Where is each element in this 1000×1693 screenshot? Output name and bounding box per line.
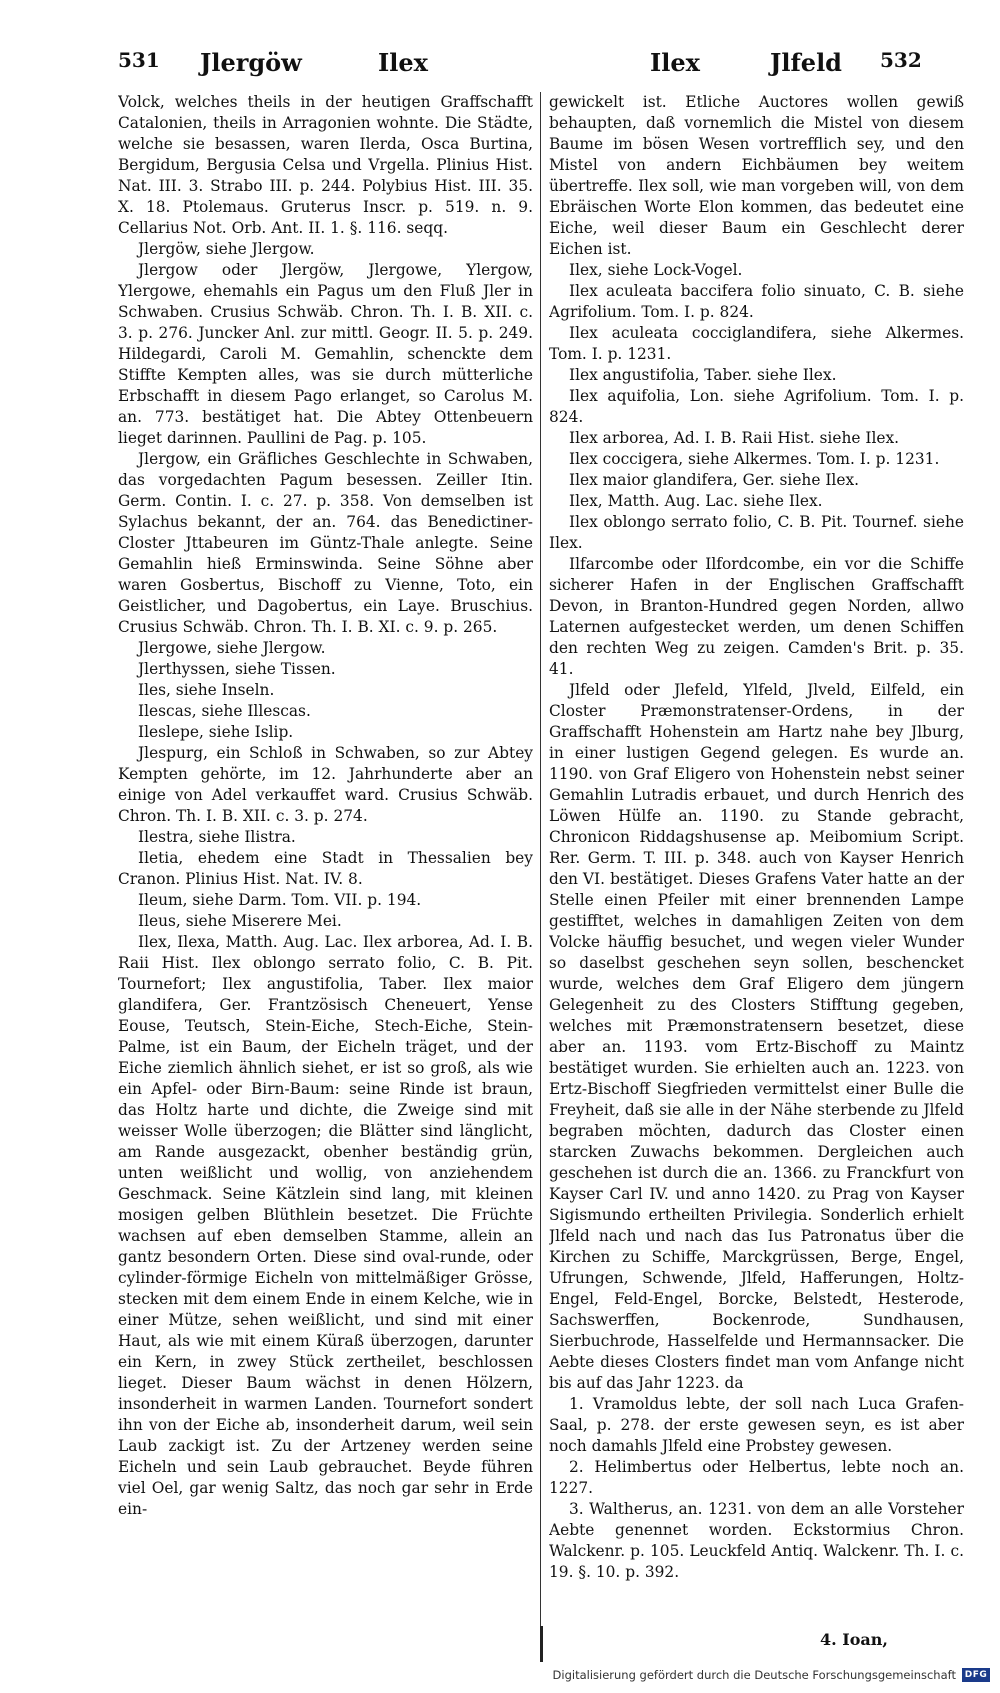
abbot-list-item: 2. Helimbertus oder Helbertus, lebte noch an. 1227.: [549, 1458, 964, 1497]
entry-paragraph: Iletia, ehedem eine Stadt in Thessalien bey Cranon. Plinius Hist. Nat. IV. 8.: [118, 849, 533, 888]
entry-paragraph: Ilfarcombe oder Ilfordcombe, ein vor die Schiffe sicherer Hafen in der Englischen Graffschafft Devon, in Branton-Hundred gegen Norden, allwo Laternen aufgestecket werden, um denen Schiffen den rechten Weg zu zeigen. Camden's Brit. p. 35. 41.: [549, 555, 964, 678]
right-running-head: Jlfeld: [770, 48, 842, 77]
left-center-word: Ilex: [378, 48, 428, 77]
right-column: [549, 92, 964, 1622]
abbot-list-item: 1. Vramoldus lebte, der soll nach Luca Grafen-Saal, p. 278. der erste gewesen seyn, es ist aber noch damahls Jlfeld eine Probstey gewesen.: [549, 1395, 964, 1455]
entry-paragraph: Ilex arborea, Ad. I. B. Raii Hist. siehe Ilex.: [569, 429, 900, 447]
entry-paragraph: Ileum, siehe Darm. Tom. VII. p. 194.: [138, 891, 422, 909]
entry-paragraph: Ilex oblongo serrato folio, C. B. Pit. Tournef. siehe Ilex.: [549, 513, 964, 552]
entry-paragraph: Jlerthyssen, siehe Tissen.: [138, 660, 336, 678]
entry-paragraph: Ilex, Ilexa, Matth. Aug. Lac. Ilex arborea, Ad. I. B. Raii Hist. Ilex oblongo serrato folio, C. B. Pit. Tournefort; Ilex angustifolia, Taber. Ilex maior glandifera, Ger. Frantzösisch Cheneuert, Yense Eouse, Teutsch, Stein-Eiche, Stech-Eiche, Stein-Palme, ist ein Baum, der Eicheln träget, und der Eiche ziemlich ähnlich siehet, er ist so groß, als wie ein Apfel- oder Birn-Baum: seine Rinde ist braun, das Holtz harte und dichte, die Zweige sind mit weisser Wolle überzogen; die Blätter sind länglicht, am Rande ausgezackt, obenher beständig grün, unten weißlicht und wollig, von anziehendem Geschmack. Seine Kätzlein sind lang, mit kleinen mosigen gelben Blüthlein besetzet. Die Früchte wachsen auf eben demselben Stamme, allein an gantz besondern Orten. Diese sind oval-runde, oder cylinder-förmige Eicheln von mittelmäßiger Grösse, stecken mit dem einem Ende in einem Kelche, wie in einer Mütze, sehen weißlicht, und sind mit einer Haut, als wie mit einem Küraß überzogen, darunter ein Kern, in zwey Stück zertheilet, beschlossen lieget. Dieser Baum wächst in denen Hölzern, insonderheit in warmen Landen. Tournefort sondert ihn von der Eiche ab, insonderheit darum, weil sein Laub zackigt ist. Zu der Artzeney werden seine Eicheln und sein Laub gebrauchet. Beyde führen viel Oel, gar wenig Saltz, das noch gar sehr in Erde ein-: [118, 933, 533, 1518]
entry-paragraph: Ilex angustifolia, Taber. siehe Ilex.: [569, 366, 837, 384]
catchword: 4. Ioan,: [820, 1630, 888, 1649]
entry-paragraph: Ilex, siehe Lock-Vogel.: [569, 261, 743, 279]
entry-paragraph: Ilex maior glandifera, Ger. siehe Ilex.: [569, 471, 860, 489]
left-running-head: Jlergöw: [200, 48, 302, 77]
column-divider: [540, 92, 541, 1632]
entry-paragraph: Ilescas, siehe Illescas.: [138, 702, 311, 720]
left-column: [118, 92, 533, 1622]
entry-paragraph: Jlfeld oder Jlefeld, Ylfeld, Jlveld, Eilfeld, ein Closter Præmonstratenser-Ordens, in der Graffschafft Hohenstein am Hartz nahe bey Jlburg, in einer lustigen Gegend gelegen. Es wurde an. 1190. von Graf Eligero von Hohenstein nebst seiner Gemahlin Lutradis erbauet, und durch Henrich des Löwen Hülfe an. 1190. zu Stande gebracht, Chronicon Riddagshusense ap. Meibomium Script. Rer. Germ. T. III. p. 348. auch von Kayser Henrich den VI. bestätiget. Dieses Grafens Vater hatte an der Stelle einen Pfeiler mit einer brennenden Lampe gestifftet, welches in damahligen Zeiten von dem Volcke häuffig besuchet, und wegen vieler Wunder so daselbst geschehen seyn sollen, beschencket wurde, welches dem Graf Eligero dem jüngern Gelegenheit zu des Closters Stifftung gegeben, welches mit Præmonstratensern besetzet, diese aber an. 1193. vom Ertz-Bischoff zu Maintz bestätiget wurden. Sie erhielten auch an. 1223. von Ertz-Bischoff Siegfrieden vermittelst einer Bulle die Freyheit, daß sie alle in der Nähe sterbende zu Jlfeld begraben möchten, dadurch das Closter einen starcken Zuwachs bekommen. Dergleichen auch geschehen ist durch die an. 1366. zu Franckfurt von Kayser Carl IV. und anno 1420. zu Prag von Kayser Sigismundo ertheilten Privilegia. Sonderlich erhielt Jlfeld nach und nach das Ius Patronatus über die Kirchen zu Schiffe, Marckgrüssen, Berge, Engel, Ufrungen, Schwende, Jlfeld, Hafferungen, Holtz-Engel, Feld-Engel, Borcke, Belstedt, Hesterode, Sachswerffen, Bockenrode, Sundhausen, Sierbuchrode, Hasselfelde und Hermannsacker. Die Aebte dieses Closters findet man vom Anfange nicht bis auf das Jahr 1223. da: [549, 681, 964, 1392]
entry-paragraph: Volck, welches theils in der heutigen Graffschafft Catalonien, theils in Arragonien wohnte. Die Städte, welche sie besassen, waren Ilerda, Osca Burtina, Bergidum, Bergusia Celsa und Vrgella. Plinius Hist. Nat. III. 3. Strabo III. p. 244. Polybius Hist. III. 35. X. 18. Ptolemaus. Gruterus Inscr. p. 519. n. 9. Cellarius Not. Orb. Ant. II. 1. §. 116. seqq.: [118, 93, 533, 237]
dfg-logo-icon: DFG: [962, 1668, 990, 1682]
right-page-number: 532: [880, 48, 922, 72]
entry-paragraph: Ilex aculeata baccifera folio sinuato, C. B. siehe Agrifolium. Tom. I. p. 824.: [549, 282, 964, 321]
entry-paragraph: Ilex aquifolia, Lon. siehe Agrifolium. Tom. I. p. 824.: [549, 387, 964, 426]
entry-paragraph: Ilex aculeata cocciglandifera, siehe Alkermes. Tom. I. p. 1231.: [549, 324, 964, 363]
entry-paragraph: Iles, siehe Inseln.: [138, 681, 275, 699]
entry-paragraph: Jlespurg, ein Schloß in Schwaben, so zur Abtey Kempten gehörte, im 12. Jahrhunderte aber an einige von Adel verkauffet ward. Crusius Schwäb. Chron. Th. I. B. XII. c. 3. p. 274.: [118, 744, 533, 825]
entry-paragraph: Jlergöw, siehe Jlergow.: [138, 240, 315, 258]
right-center-word: Ilex: [650, 48, 700, 77]
column-divider-tail: [540, 1626, 543, 1662]
abbot-list-item: 3. Waltherus, an. 1231. von dem an alle Vorsteher Aebte genennet worden. Eckstormius Chron. Walckenr. p. 105. Leuckfeld Antiq. Walckenr. Th. I. c. 19. §. 10. p. 392.: [549, 1500, 964, 1581]
entry-paragraph: Jlergow, ein Gräfliches Geschlechte in Schwaben, das vorgedachten Pagum besessen. Zeiller Itin. Germ. Contin. I. c. 27. p. 358. Von demselben ist Sylachus bekannt, der an. 764. das Benedictiner-Closter Jttabeuren im Güntz-Thale anlegte. Seine Gemahlin hieß Erminswinda. Seine Söhne aber waren Gosbertus, Bischoff zu Vienne, Toto, ein Geistlicher, und Dagobertus, ein Laye. Bruschius. Crusius Schwäb. Chron. Th. I. B. XI. c. 9. p. 265.: [118, 450, 533, 636]
entry-paragraph: Ilex coccigera, siehe Alkermes. Tom. I. p. 1231.: [569, 450, 940, 468]
footer-credit-text: Digitalisierung gefördert durch die Deutsche Forschungsgemeinschaft: [552, 1668, 956, 1682]
page-header: [0, 44, 1000, 84]
digitization-footer: [553, 1665, 990, 1685]
entry-paragraph: gewickelt ist. Etliche Auctores wollen gewiß behaupten, daß vornemlich die Mistel von diesem Baume im bösen Wesen vortrefflich sey, und den Mistel von andern Eichbäumen bey weitem übertreffe. Ilex soll, wie man vorgeben will, von dem Ebräischen Worte Elon kommen, das bedeutet eine Eiche, weil dieser Baum ein Geschlecht derer Eichen ist.: [549, 93, 964, 258]
entry-paragraph: Ileus, siehe Miserere Mei.: [138, 912, 342, 930]
entry-paragraph: Ilestra, siehe Ilistra.: [138, 828, 296, 846]
entry-paragraph: Jlergow oder Jlergöw, Jlergowe, Ylergow, Ylergowe, ehemahls ein Pagus um den Fluß Jler in Schwaben. Crusius Schwäb. Chron. Th. I. B. XII. c. 3. p. 276. Juncker Anl. zur mittl. Geogr. II. 5. p. 249. Hildegardi, Caroli M. Gemahlin, schenckte dem Stiffte Kempten alles, was sie durch mütterliche Erbschafft in diesem Pago erlanget, so Carolus M. an. 773. bestätiget hat. Die Abtey Ottenbeuern lieget darinnen. Paullini de Pag. p. 105.: [118, 261, 533, 447]
entry-paragraph: Ilex, Matth. Aug. Lac. siehe Ilex.: [569, 492, 823, 510]
entry-paragraph: Ileslepe, siehe Islip.: [138, 723, 294, 741]
entry-paragraph: Jlergowe, siehe Jlergow.: [138, 639, 326, 657]
left-page-number: 531: [118, 48, 160, 72]
